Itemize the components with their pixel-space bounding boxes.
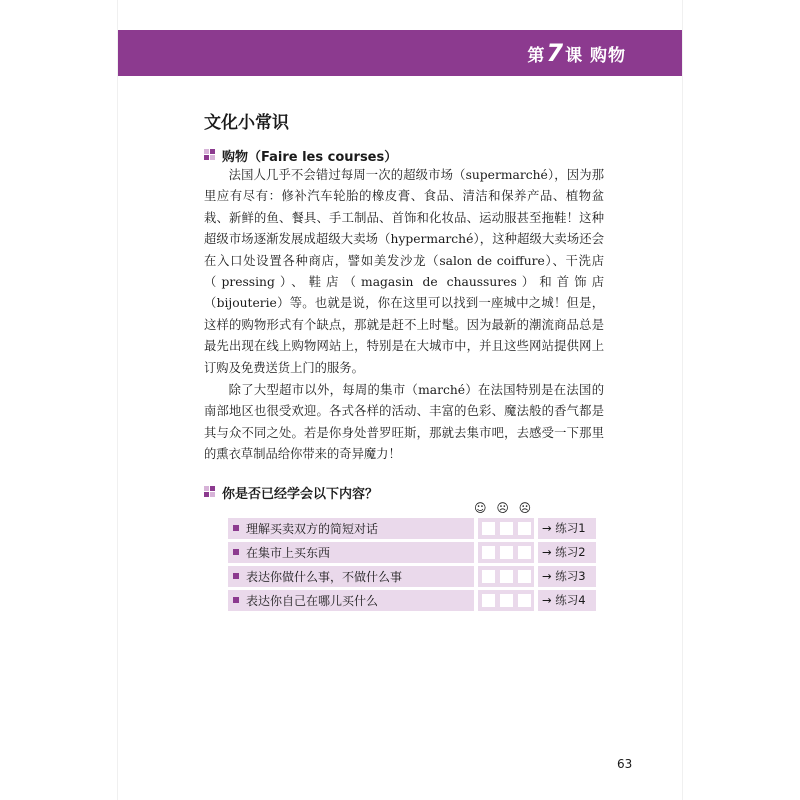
checklist-row <box>228 590 598 611</box>
rating-checkbox[interactable] <box>482 570 495 583</box>
article-heading: 购物（Faire les courses） <box>222 150 398 165</box>
checklist-item-text: 表达你做什么事，不做什么事 <box>246 570 403 584</box>
checklist-item <box>228 566 474 587</box>
checklist-item-text: 在集市上买东西 <box>246 546 331 560</box>
rating-checkbox[interactable] <box>500 570 513 583</box>
exercise-link: → 练习1 <box>538 518 596 539</box>
lesson-number: 7 <box>546 39 565 67</box>
lesson-name: 课 购物 <box>565 46 626 66</box>
rating-checkbox[interactable] <box>500 546 513 559</box>
rating-boxes <box>478 542 534 563</box>
book-page <box>118 0 682 800</box>
checklist-row <box>228 542 598 563</box>
rating-boxes <box>478 518 534 539</box>
square-bullet-icon <box>233 597 239 603</box>
rating-checkbox[interactable] <box>482 546 495 559</box>
rating-checkbox[interactable] <box>500 522 513 535</box>
review-checklist <box>228 518 598 614</box>
checklist-item <box>228 590 474 611</box>
squares-icon <box>204 149 216 161</box>
article-paragraph-2: 除了大型超市以外，每周的集市（marché）在法国特别是在法国的南部地区也很受欢迎。各式各样的活动、丰富的色彩、魔法般的香气都是其与众不同之处。若是你身处普罗旺斯，那就去集市吧，去感受一下那里的熏衣草制品给你带来的奇异魔力！ <box>204 383 604 462</box>
exercise-link: → 练习4 <box>538 590 596 611</box>
page-number: 63 <box>617 757 633 771</box>
page-top-margin <box>118 0 682 30</box>
exercise-link: → 练习2 <box>538 542 596 563</box>
rating-boxes <box>478 590 534 611</box>
rating-checkbox[interactable] <box>500 594 513 607</box>
rating-checkbox[interactable] <box>518 594 531 607</box>
rating-checkbox[interactable] <box>482 594 495 607</box>
checklist-item-text: 理解买卖双方的简短对话 <box>246 522 379 536</box>
review-heading: 你是否已经学会以下内容？ <box>222 487 379 502</box>
rating-boxes <box>478 566 534 587</box>
lesson-title <box>527 39 626 67</box>
rating-checkbox[interactable] <box>518 522 531 535</box>
checklist-item-text: 表达你自己在哪儿买什么 <box>246 594 379 608</box>
checklist-row <box>228 518 598 539</box>
article-paragraph-1: 法国人几乎不会错过每周一次的超级市场（supermarché），因为那里应有尽有：修补汽车轮胎的橡皮膏、食品、清洁和保养产品、植物盆栽、新鲜的鱼、餐具、手工制品、首饰和化妆品、运动服甚至拖鞋！这种超级市场逐渐发展成超级大卖场（hypermarché），这种超级大卖场还会在入口处设置各种商店，譬如美发沙龙（salon de coiffure）、干洗店（pressing）、鞋店（magasin de chaussures）和首饰店（bijouterie）等。也就是说，你在这里可以找到一座城中之城！但是，这样的购物形式有个缺点，那就是赶不上时髦。因为最新的潮流商品总是最先出现在线上购物网站上，特别是在大城市中，并且这些网站提供网上订购及免费送货上门的服务。 <box>204 168 604 375</box>
square-bullet-icon <box>233 573 239 579</box>
section-title: 文化小常识 <box>204 113 289 133</box>
checklist-row <box>228 566 598 587</box>
square-bullet-icon <box>233 525 239 531</box>
rating-checkbox[interactable] <box>518 546 531 559</box>
squares-icon <box>204 486 216 498</box>
square-bullet-icon <box>233 549 239 555</box>
smiley-faces-icon: ☺ ☹ ☹ <box>474 501 535 515</box>
rating-checkbox[interactable] <box>518 570 531 583</box>
rating-checkbox[interactable] <box>482 522 495 535</box>
checklist-item <box>228 518 474 539</box>
lesson-prefix: 第 <box>527 46 546 66</box>
checklist-item <box>228 542 474 563</box>
exercise-link: → 练习3 <box>538 566 596 587</box>
